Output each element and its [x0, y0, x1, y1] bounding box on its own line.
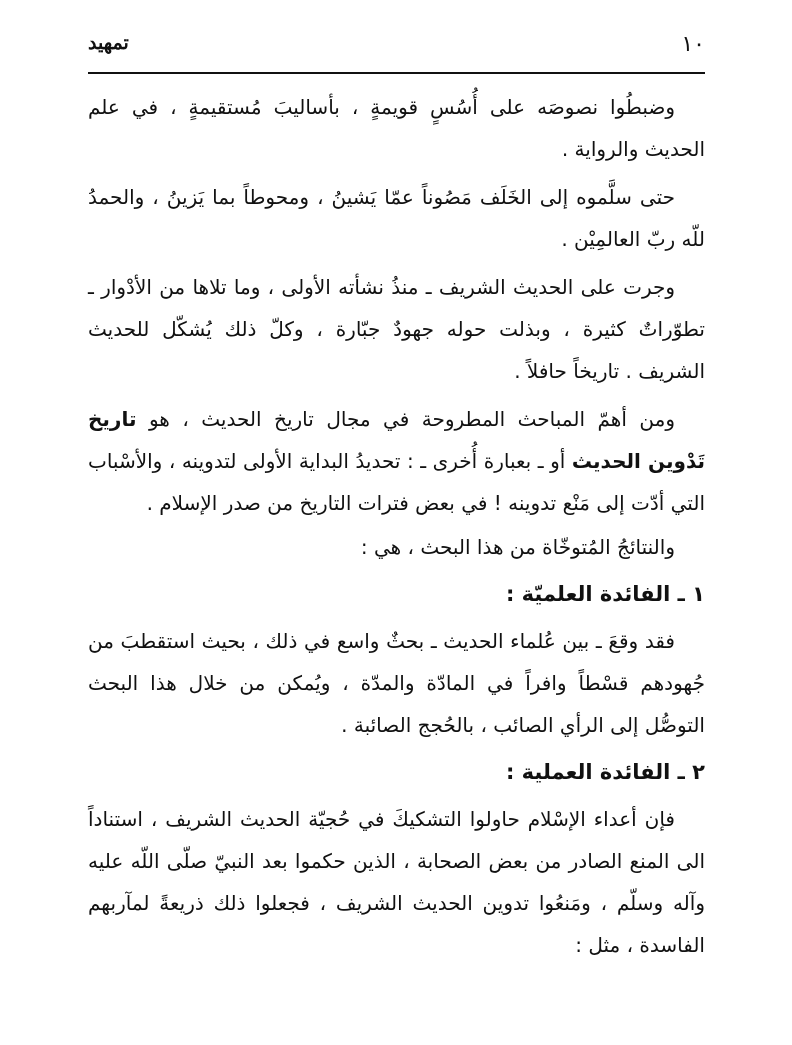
chapter-title: تمهيد	[88, 32, 129, 54]
paragraph-4-rest: أو ـ بعبارة أُخرى ـ : تحديدُ البداية الأولى لتدوينه ، والأسْباب التي أدّت إلى مَنْع تدوينه ! في بعض فترات التاريخ من صدر الإسلام .	[88, 449, 705, 515]
running-header	[88, 32, 705, 72]
paragraph-3: وجرت على الحديث الشريف ـ منذُ نشأته الأولى ، وما تلاها من الأدْوار ـ تطوّراتٌ كثيرة ، وبذلت حوله جهودٌ جبّارة ، وكلّ ذلك يُشكّل للحديث الشريف . تاريخاً حافلاً .	[88, 275, 705, 383]
section-heading-1: ١ ـ الفائدة العلميّة :	[505, 582, 705, 606]
paragraph-6: فقد وقعَ ـ بين عُلماء الحديث ـ بحثٌ واسع في ذلك ، بحيث استقطبَ من جُهودهم قسْطاً وافراً في المادّة والمدّة ، ويُمكن من خلال هذا البحث التوصُّل إلى الرأي الصائب ، بالحُجج الصائبة .	[88, 629, 705, 737]
paragraph-2: حتى سلَّموه إلى الخَلَف مَصُوناً عمّا يَشينُ ، ومحوطاً بما يَزينُ ، والحمدُ للّه ربّ العالمِيْن .	[88, 185, 705, 251]
paragraph-4-emphasis: تاريخ تَدْوين الحديث	[88, 407, 706, 473]
paragraph-4	[88, 398, 705, 524]
header-divider	[88, 72, 705, 74]
paragraph-4-intro: ومن أهمّ المباحث المطروحة في مجال تاريخ الحديث ، هو	[136, 407, 675, 431]
body-text	[88, 86, 705, 972]
section-heading-2: ٢ ـ الفائدة العملية :	[505, 760, 705, 784]
paragraph-7: فإن أعداء الإسْلام حاولوا التشكيكَ في حُجيّة الحديث الشريف ، استناداً الى المنع الصادر من بعض الصحابة ، الذين حكموا بعد النبيّ صلّى اللّه عليه وآله وسلّم ، ومَنعُوا تدوين الحديث الشريف ، فجعلوا ذلك ذريعةً لمآربهم الفاسدة ، مثل :	[88, 807, 705, 957]
page-number: ١٠	[681, 32, 705, 57]
paragraph-5: والنتائجُ المُتوخّاة من هذا البحث ، هي :	[360, 535, 675, 559]
paragraph-1: وضبطُوا نصوصَه على أُسُسٍ قويمةٍ ، بأساليبَ مُستقيمةٍ ، في علم الحديث والرواية .	[88, 95, 705, 161]
